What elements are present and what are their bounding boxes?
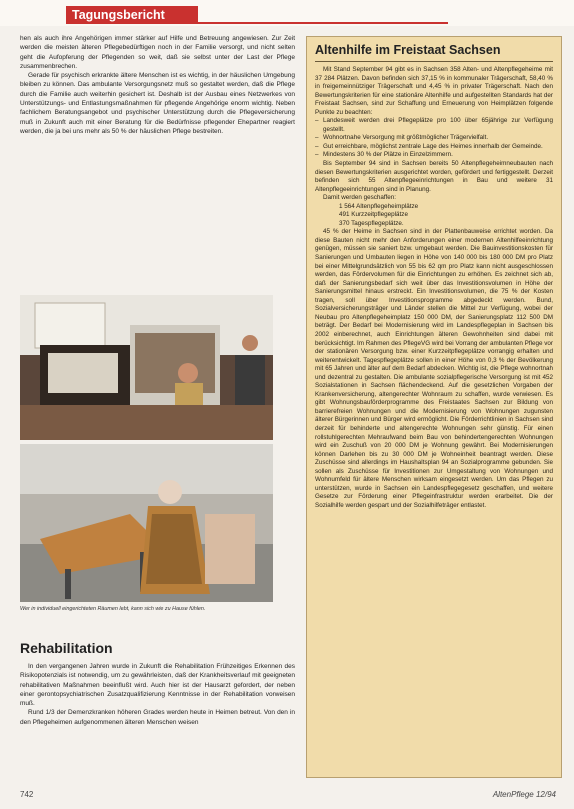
created-label: Damit werden geschaffen: — [323, 194, 397, 202]
created-item: 491 Kurzzeitpflegeplätze — [339, 211, 408, 219]
left-paragraph-2: Gerade für psychisch erkrankte ältere Menschen ist es wichtig, in der häuslichen Umgebung bleiben zu können. Das ambulante Versorgungsnetz muß so gestaltet werden, daß die Pflege durch die Familie auch weiterhin gesichert ist. Deshalb ist der Ausbau eines Netzwerkes von Unterstützungs- und Entlastungsmaßnahmen für pflegende Angehörige enorm wichtig. Neben fachlichem Beratungsangebot und psychischer Unterstützung durch die Pflegeversicherung muß in Zukunft auch mit einer Beratung für die Bedürfnisse pflegender Ehepartner reagiert werden, die ja bei uns mehr als 50 % der häuslichen Pflege bestreiten. — [20, 72, 295, 135]
info-box-sachsen — [306, 36, 562, 778]
section-tag: Tagungsbericht — [66, 6, 198, 24]
left-paragraph-1: hen als auch ihre Angehörigen immer stärker auf Hilfe und Betreuung angewiesen. Zur Zeit werden die meisten älteren Pflegebedürftigen noch in der Familie versorgt, und nicht selten geht die Aufopferung der Pflegenden so weit, daß sie selbst unter der Last der Pflege zusammenbrechen. — [20, 35, 295, 70]
rehabilitation-paragraph-1: In den vergangenen Jahren wurde in Zukunft die Rehabilitation Frühzeitiges Erkennen des Risikopotenzials ist notwendig, um zu gewährleisten, daß der Krankheitsverlauf mit geeigneten rehabilitativen Maßnahmen beeinflußt wird. Auch hier ist der Hausarzt gefordert, der neben einer gerontopsychiatrischen Zusatzqualifizierung Kenntnisse in der Rehabilitation vorweisen muß. — [20, 663, 295, 708]
section-heading-rehabilitation: Rehabilitation — [20, 640, 113, 656]
criteria-item: – Mindestens 30 % der Plätze in Einzelzimmern. — [315, 151, 553, 160]
created-item: 370 Tagespflegeplätze. — [339, 219, 404, 227]
photo-caption: Wer in individuell eingerichteten Räumen lebt, kann sich wie zu Hause fühlen. — [20, 606, 206, 612]
criteria-item: – Landesweit werden drei Pflegeplätze pro 100 über 65jährige zur Verfügung gestellt. — [315, 117, 553, 134]
photo-man-illustration — [20, 295, 273, 440]
created-item: 1 564 Altenpflegeheimplätze — [339, 202, 419, 210]
info-box-body — [315, 66, 553, 510]
rehabilitation-text — [20, 662, 295, 727]
photo-man-in-apartment — [20, 295, 273, 440]
info-box-title: Altenhilfe im Freistaat Sachsen — [315, 43, 553, 62]
section-tag-rule — [198, 22, 448, 24]
magazine-issue: AltenPflege 12/94 — [492, 790, 556, 799]
photo-woman-illustration — [20, 444, 273, 602]
criteria-list — [315, 117, 553, 160]
info-box-intro: Mit Stand September 94 gibt es in Sachsen 358 Alten- und Altenpflegeheime mit 37 284 Plätzen. Davon befinden sich 37,15 % in kommunaler Trägerschaft, 58,40 % in freigemeinnütziger Trägerschaft und 4,45 % in privater Trägerschaft. Nach den Bewertungskriterien für eine stationäre Altenhilfe und aufgestellten Standards hat der Freistaat Sachsen, sind zur Schaffung und Erneuerung von Heimplätzen folgende Punkte zu beachten: — [315, 66, 553, 116]
photo-woman-at-table — [20, 444, 273, 602]
section-tag-bar — [0, 0, 574, 26]
info-box-paragraph: 45 % der Heime in Sachsen sind in der Plattenbauweise errichtet worden. Da diese Bauten nicht mehr den Anforderungen einer modernen Altenhilfeeinrichtung genügen, müssen sie saniert bzw. umgebaut werden. Die Bauinvestitionskosten für Sanierungen und Umbauten liegen in Höhe von 140 000 bis 180 000 DM pro Platz bei einer Mittelgrundsätzlich von 55 bis 62 qm pro Platz kann nicht ausgeschlossen werden, das Fördervolumen für die Einrichtungen zu erhöhen. Es zeichnet sich ab, daß der Sanierungsbedarf sich weit über das Investitionsvolumen in Höhe der Sanierungsmittel hinaus erstreckt. Ein Investitionsvolumen, die 75 % der Kosten tragen, soll über Investitionsprogramme abgedeckt werden. Bund, Sozialversicherungsträger und Länder stellen die Mittel zur Verfügung, wobei der Neubau pro Altenpflegeheimplatz 150 000 DM, der Sanierungsplatz 112 500 DM beträgt. Der Bedarf bei Modernisierung wird im Landespflegeplan in Sachsen bis 2002 einberechnet, auch Einrichtungen älteren Gewohnheiten sind dabei mit berücksichtigt. Im Rahmen des PflegeVG wird bei Vorrang der ambulanten Pflege vor der stationären Versorgung bzw. einer Kurzzeitpflegeplätze vorrangig erhalten und weiterentwickelt. Tagespflegeplätze sollen in einer Höhe von 0,3 % der Bevölkerung mit 65 Jahren und älter auf dem Bedarf abdecken. Wichtig ist, die Pflege wohnortnah und dezentral zu gestalten. Die ambulante sozialpflegerische Versorgung ist mit 452 Sozialstationen in Sachsen flächendeckend. Auf die gesetzlichen Vorgaben der Krankenversicherung, altengerechter Wohnraum zu schaffen, wurde verwiesen. Es gibt Wohnungsbauförderprogramme des Freistaates Sachsen zur Bildung von barrierefreien Wohnungen und die Modernisierung von Wohnungen zugunsten älterer Bürgerinnen und Bürger wird ermöglicht. Die Förderrichtlinien in Sachsen sind derzeit für behinderte und altengerechte Wohnungen sehr günstig. Für einen rollstuhlgerechten Mehraufwand beim Bau von behindertengerechten Wohnungen wird ein Zuschuß von 20 000 DM je Wohnung gewährt. Bei Modernisierungen können Darlehen bis zu 30 000 DM je Wohneinheit beantragt werden. Diese Zuschüsse sind allerdings im Haushaltsplan 94 an Sozialprogramme gebunden. Sie sollen als Zuschüsse für Investitionen zur Umgestaltung von Wohnungen und Wohnumfeld für ältere Menschen wirksam eingesetzt werden. Um das Pflegen zu unterstützen, wurde in Sachsen ein Landespflegegesetz geschaffen, und weitere Gesetze zur Förderung einer Pflegeinfrastruktur werden erarbeitet. Die der Sozialhilfe werden gespart und der Sozialhilfeträger entlastet. — [315, 228, 554, 509]
created-figures — [315, 203, 553, 229]
info-box-status: Bis September 94 sind in Sachsen bereits 50 Altenpflegeheimneubauten nach diesen Bewertungskriterien ausgerichtet worden, gefördert und fertiggestellt. Derzeit befinden sich 55 Altenpflegeeinrichtungen in Bau und weitere 31 Altenpflegeeinrichtungen sind in Planung. — [315, 160, 553, 193]
rehabilitation-paragraph-2: Rund 1/3 der Demenzkranken höheren Grades werden heute in Heimen betreut. Von den in den Pflegeheimen aufgenommenen älteren Menschen weisen — [20, 709, 295, 726]
criteria-item: – Gut erreichbare, möglichst zentrale Lage des Heimes innerhalb der Gemeinde. — [315, 143, 553, 152]
criteria-item: – Wohnortnahe Versorgung mit größtmöglicher Trägervielfalt. — [315, 134, 553, 143]
page-number: 742 — [20, 790, 34, 799]
left-column-text — [20, 34, 295, 136]
